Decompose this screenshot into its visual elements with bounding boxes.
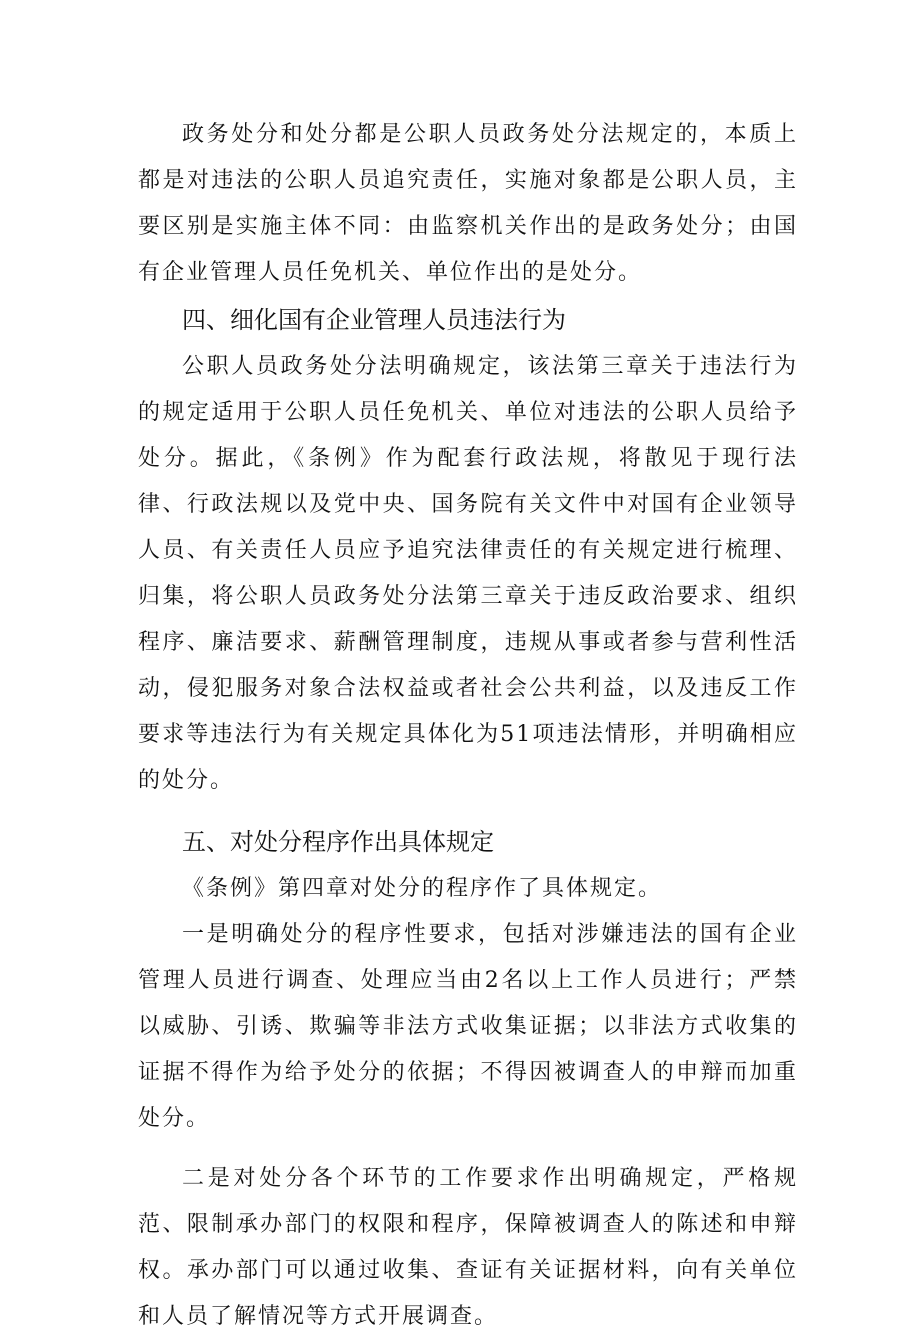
section-heading-four: 四、细化国有企业管理人员违法行为 xyxy=(182,306,566,334)
paragraph-procedural-requirements: 一是明确处分的程序性要求，包括对涉嫌违法的国有企业管理人员进行调查、处理应当由2名以上工作人员进行；严禁以威胁、引诱、欺骗等非法方式收集证据；以非法方式收集的证据不得作为给予处分的依据；不得因被调查人的申辩而加重处分。 xyxy=(138,922,798,1131)
paragraph-spacer xyxy=(138,1142,798,1156)
paragraph-chapter-four: 《条例》第四章对处分的程序作了具体规定。 xyxy=(182,876,663,901)
document-body xyxy=(138,112,798,1340)
section-spacer xyxy=(138,804,798,818)
paragraph-work-requirements: 二是对处分各个环节的工作要求作出明确规定，严格规范、限制承办部门的权限和程序，保障被调查人的陈述和申辩权。承办部门可以通过收集、查证有关证据材料，向有关单位和人员了解情况等方式开展调查。 xyxy=(138,1166,798,1329)
paragraph-distinction: 政务处分和处分都是公职人员政务处分法规定的，本质上都是对违法的公职人员追究责任，实施对象都是公职人员，主要区别是实施主体不同：由监察机关作出的是政务处分；由国有企业管理人员任免机关、单位作出的是处分。 xyxy=(138,122,798,285)
section-heading-five: 五、对处分程序作出具体规定 xyxy=(182,828,494,856)
paragraph-violations: 公职人员政务处分法明确规定，该法第三章关于违法行为的规定适用于公职人员任免机关、单位对违法的公职人员给予处分。据此，《条例》作为配套行政法规，将散见于现行法律、行政法规以及党中央、国务院有关文件中对国有企业领导人员、有关责任人员应予追究法律责任的有关规定进行梳理、归集，将公职人员政务处分法第三章关于违反政治要求、组织程序、廉洁要求、薪酬管理制度，违规从事或者参与营利性活动，侵犯服务对象合法权益或者社会公共利益，以及违反工作要求等违法行为有关规定具体化为51项违法情形，并明确相应的处分。 xyxy=(138,354,798,793)
